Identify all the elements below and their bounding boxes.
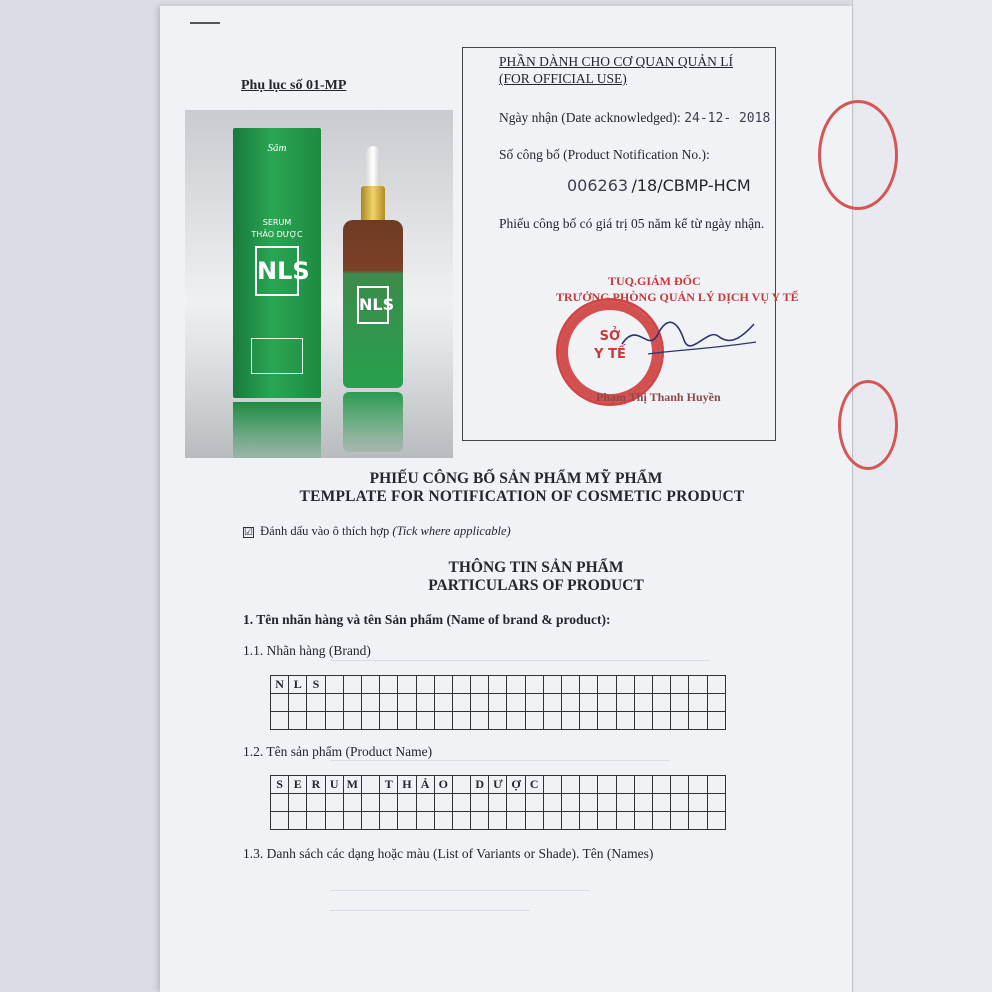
grid-cell <box>326 794 344 812</box>
bleed-through-line <box>330 660 710 661</box>
grid-cell: U <box>326 776 344 794</box>
bottle-mark: NLS <box>357 286 389 324</box>
grid-cell <box>544 812 562 830</box>
grid-cell <box>526 712 544 730</box>
grid-cell <box>380 812 398 830</box>
grid-cell <box>344 676 362 694</box>
section-title-vi: THÔNG TIN SẢN PHẨM <box>448 559 624 576</box>
grid-cell: M <box>344 776 362 794</box>
grid-cell <box>544 676 562 694</box>
grid-cell <box>708 694 726 712</box>
grid-cell <box>326 694 344 712</box>
grid-cell <box>507 794 525 812</box>
grid-cell: R <box>307 776 325 794</box>
grid-cell <box>562 712 580 730</box>
section-title-en: PARTICULARS OF PRODUCT <box>428 577 644 594</box>
grid-cell <box>580 812 598 830</box>
grid-cell: C <box>526 776 544 794</box>
grid-cell <box>435 794 453 812</box>
notification-suffix: /18/CBMP-HCM <box>631 176 751 195</box>
signer-name: Phạm Thị Thanh Huyền <box>596 390 721 404</box>
grid-cell <box>326 812 344 830</box>
grid-cell <box>362 712 380 730</box>
grid-cell <box>708 776 726 794</box>
grid-cell <box>453 712 471 730</box>
grid-cell: T <box>380 776 398 794</box>
grid-cell <box>289 694 307 712</box>
grid-cell <box>671 812 689 830</box>
grid-cell <box>671 776 689 794</box>
box-mark: NLS <box>255 246 299 296</box>
grid-cell <box>708 712 726 730</box>
grid-cell <box>398 812 416 830</box>
edge-seal-bottom <box>838 380 898 470</box>
grid-cell <box>380 676 398 694</box>
grid-cell <box>507 712 525 730</box>
box-info-panel <box>251 338 303 374</box>
grid-cell <box>471 694 489 712</box>
grid-cell <box>526 694 544 712</box>
grid-cell <box>507 676 525 694</box>
grid-cell <box>417 676 435 694</box>
grid-cell <box>435 712 453 730</box>
grid-cell <box>271 794 289 812</box>
grid-cell <box>362 694 380 712</box>
grid-cell <box>689 794 707 812</box>
grid-cell <box>653 676 671 694</box>
grid-cell <box>635 812 653 830</box>
grid-cell <box>398 676 416 694</box>
grid-cell <box>653 712 671 730</box>
bottle-neck <box>361 186 385 222</box>
signature-icon <box>618 314 758 360</box>
grid-cell <box>453 676 471 694</box>
grid-cell <box>344 812 362 830</box>
grid-cell <box>635 794 653 812</box>
grid-cell <box>362 776 380 794</box>
grid-cell <box>489 712 507 730</box>
grid-cell <box>398 794 416 812</box>
checkbox-icon: ☑ <box>244 527 253 538</box>
grid-cell <box>544 794 562 812</box>
date-value: 24-12- 2018 <box>684 111 771 126</box>
stamp-line1: TUQ.GIÁM ĐỐC <box>608 274 701 288</box>
grid-cell <box>380 712 398 730</box>
grid-cell <box>635 776 653 794</box>
grid-cell <box>289 794 307 812</box>
grid-cell <box>417 712 435 730</box>
grid-cell <box>289 812 307 830</box>
grid-cell: H <box>398 776 416 794</box>
grid-cell <box>708 676 726 694</box>
notification-label: Số công bố (Product Notification No.): <box>499 147 710 162</box>
grid-cell <box>289 712 307 730</box>
form-title-vi: PHIẾU CÔNG BỐ SẢN PHẨM MỸ PHẨM <box>369 470 663 487</box>
grid-cell <box>307 694 325 712</box>
date-row <box>499 110 770 126</box>
grid-cell <box>471 794 489 812</box>
grid-cell <box>344 794 362 812</box>
grid-cell <box>380 794 398 812</box>
grid-cell <box>417 794 435 812</box>
grid-cell: N <box>271 676 289 694</box>
grid-cell <box>398 694 416 712</box>
grid-cell <box>326 712 344 730</box>
grid-cell <box>544 712 562 730</box>
notification-number: 006263 <box>567 176 629 195</box>
grid-cell <box>689 712 707 730</box>
grid-cell <box>562 694 580 712</box>
grid-cell <box>489 794 507 812</box>
box-reflection <box>233 402 321 458</box>
grid-cell <box>653 812 671 830</box>
grid-cell <box>580 776 598 794</box>
grid-cell <box>617 794 635 812</box>
grid-cell <box>598 694 616 712</box>
grid-cell <box>271 812 289 830</box>
edge-seal-top <box>818 100 898 210</box>
grid-cell: L <box>289 676 307 694</box>
grid-cell <box>453 794 471 812</box>
bottle-dropper <box>366 146 380 188</box>
grid-cell <box>689 776 707 794</box>
grid-cell <box>489 676 507 694</box>
seal-line1: SỞ <box>599 329 621 344</box>
tick-note-row <box>243 524 511 539</box>
item-1-1-label: 1.1. Nhãn hàng (Brand) <box>243 643 371 658</box>
validity-note: Phiếu công bố có giá trị 05 năm kể từ ngày nhận. <box>499 216 765 231</box>
grid-cell <box>435 812 453 830</box>
grid-cell <box>598 676 616 694</box>
grid-cell <box>580 694 598 712</box>
serum-bottle <box>343 220 403 388</box>
grid-cell: Ợ <box>507 776 525 794</box>
grid-cell <box>598 776 616 794</box>
bleed-through-line <box>330 760 670 761</box>
grid-cell: S <box>271 776 289 794</box>
grid-cell <box>635 676 653 694</box>
grid-cell <box>617 676 635 694</box>
grid-cell <box>689 694 707 712</box>
item-1-3-label: 1.3. Danh sách các dạng hoặc màu (List of Variants or Shade). Tên (Names) <box>243 846 654 861</box>
grid-cell <box>617 712 635 730</box>
form-title-en: TEMPLATE FOR NOTIFICATION OF COSMETIC PRODUCT <box>299 488 745 505</box>
grid-cell <box>398 712 416 730</box>
grid-cell <box>562 812 580 830</box>
grid-cell <box>344 694 362 712</box>
grid-cell <box>544 776 562 794</box>
grid-cell <box>344 712 362 730</box>
grid-cell <box>271 712 289 730</box>
grid-cell <box>307 712 325 730</box>
grid-cell <box>671 676 689 694</box>
grid-cell <box>271 694 289 712</box>
grid-cell <box>362 676 380 694</box>
grid-cell: Ả <box>417 776 435 794</box>
grid-cell <box>635 712 653 730</box>
grid-cell <box>526 676 544 694</box>
item-1-2-label: 1.2. Tên sản phẩm (Product Name) <box>243 744 433 759</box>
grid-cell: Ư <box>489 776 507 794</box>
grid-cell <box>489 812 507 830</box>
pen-mark <box>190 22 220 24</box>
grid-cell <box>453 694 471 712</box>
grid-cell <box>562 776 580 794</box>
grid-cell <box>580 712 598 730</box>
grid-cell <box>635 694 653 712</box>
grid-cell <box>653 776 671 794</box>
grid-cell <box>435 676 453 694</box>
grid-cell <box>598 712 616 730</box>
grid-cell <box>307 812 325 830</box>
grid-cell <box>617 812 635 830</box>
product-photo <box>185 110 453 458</box>
grid-cell <box>617 776 635 794</box>
grid-cell <box>653 794 671 812</box>
product-box <box>233 128 321 398</box>
bleed-through-line <box>330 890 590 891</box>
grid-cell <box>526 794 544 812</box>
brand-grid <box>270 675 726 730</box>
grid-cell <box>671 712 689 730</box>
grid-cell: D <box>471 776 489 794</box>
item-1-heading: 1. Tên nhãn hàng và tên Sản phẩm (Name of brand & product): <box>243 612 611 627</box>
grid-cell <box>562 794 580 812</box>
notification-row <box>567 176 751 195</box>
grid-cell <box>453 776 471 794</box>
appendix-label: Phụ lục số 01-MP <box>241 78 347 93</box>
grid-cell <box>526 812 544 830</box>
grid-cell <box>617 694 635 712</box>
grid-cell <box>708 812 726 830</box>
grid-cell: O <box>435 776 453 794</box>
box-line2: THẢO DƯỢC <box>251 230 303 239</box>
bottle-reflection <box>343 392 403 452</box>
product-name-grid <box>270 775 726 830</box>
grid-cell <box>507 694 525 712</box>
grid-cell <box>362 794 380 812</box>
grid-cell <box>507 812 525 830</box>
grid-cell: S <box>307 676 325 694</box>
grid-cell <box>689 676 707 694</box>
grid-cell <box>689 812 707 830</box>
grid-cell <box>435 694 453 712</box>
tick-note: Đánh dấu vào ô thích hợp <box>260 524 390 538</box>
grid-cell <box>471 712 489 730</box>
box-line1: SERUM <box>262 218 292 227</box>
stamp-line2: TRƯỞNG PHÒNG QUẢN LÝ DỊCH VỤ Y TẾ <box>556 290 799 304</box>
grid-cell <box>580 676 598 694</box>
grid-cell <box>708 794 726 812</box>
box-logo: Sâm <box>267 142 287 154</box>
grid-cell <box>653 694 671 712</box>
grid-cell <box>544 694 562 712</box>
grid-cell <box>562 676 580 694</box>
grid-cell <box>580 794 598 812</box>
grid-cell <box>471 812 489 830</box>
grid-cell <box>307 794 325 812</box>
grid-cell <box>417 694 435 712</box>
grid-cell <box>598 812 616 830</box>
grid-cell <box>417 812 435 830</box>
grid-cell <box>380 694 398 712</box>
official-title-vi: PHẦN DÀNH CHO CƠ QUAN QUẢN LÍ <box>499 54 733 69</box>
seal-line2: Y TẾ <box>594 347 626 362</box>
bleed-through-line <box>330 910 530 911</box>
grid-cell <box>489 694 507 712</box>
grid-cell <box>598 794 616 812</box>
tick-note-en: (Tick where applicable) <box>392 524 511 538</box>
grid-cell: E <box>289 776 307 794</box>
grid-cell <box>671 794 689 812</box>
grid-cell <box>671 694 689 712</box>
official-title-en: (FOR OFFICIAL USE) <box>499 71 627 86</box>
grid-cell <box>362 812 380 830</box>
date-label: Ngày nhận (Date acknowledged): <box>499 110 681 125</box>
grid-cell <box>326 676 344 694</box>
grid-cell <box>453 812 471 830</box>
grid-cell <box>471 676 489 694</box>
